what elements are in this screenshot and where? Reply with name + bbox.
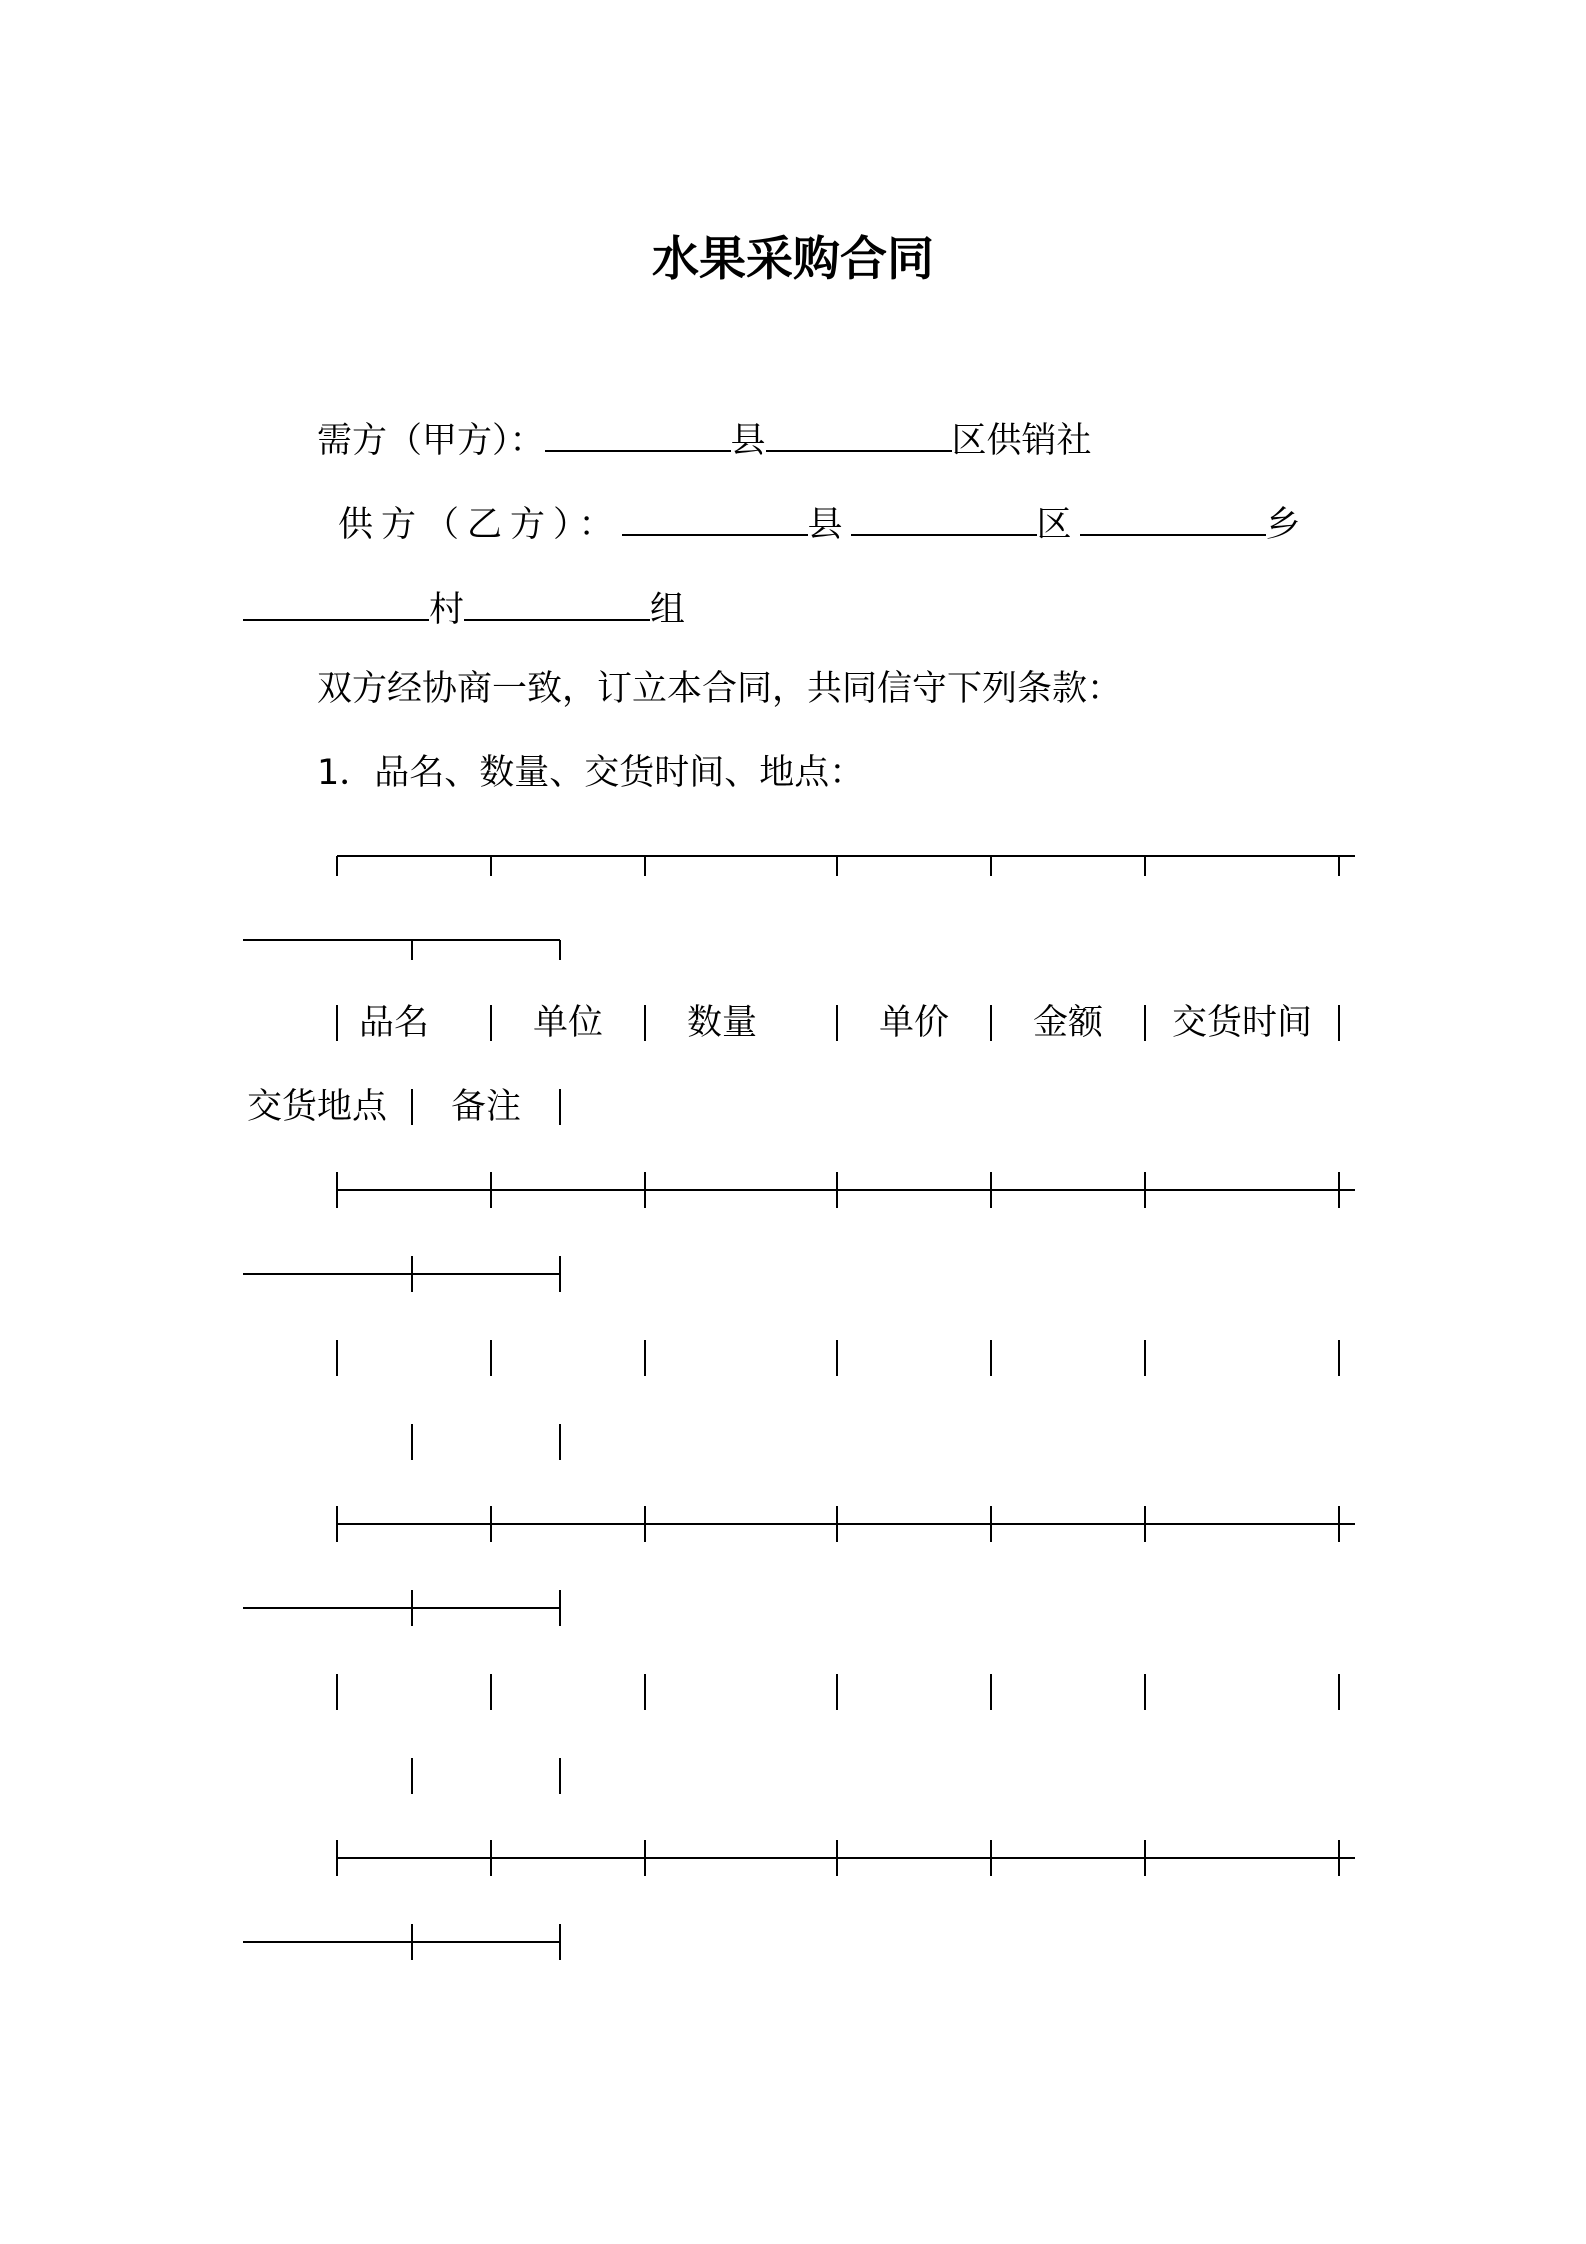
- section-1-heading: 1．品名、数量、交货时间、地点：: [317, 753, 865, 793]
- table-header-amount: 金额: [1032, 1003, 1104, 1043]
- table-header-remarks: 备注: [450, 1087, 522, 1127]
- table-header-unit-price: 单价: [878, 1003, 950, 1043]
- table-header-product: 品名: [358, 1003, 430, 1043]
- demand-party-prefix: 需方（甲方）：: [317, 421, 545, 461]
- supply-village-label: 村: [429, 590, 465, 630]
- table-header-unit: 单位: [532, 1003, 604, 1043]
- demand-district-label: 区供销社: [951, 421, 1092, 461]
- table-header-delivery-place: 交货地点: [246, 1087, 388, 1127]
- supply-party-prefix: 供方（乙方）：: [338, 505, 622, 545]
- document-title: 水果采购合同: [652, 232, 934, 287]
- supply-district-label: 区: [1036, 505, 1080, 545]
- supply-county-label: 县: [807, 505, 851, 545]
- demand-county-label: 县: [730, 421, 766, 461]
- supply-township-label: 乡: [1265, 505, 1309, 545]
- intro-paragraph: 双方经协商一致，订立本合同，共同信守下列条款：: [317, 669, 1123, 709]
- supply-group-label: 组: [650, 590, 686, 630]
- table-header-delivery-time: 交货时间: [1171, 1003, 1313, 1043]
- table-header-quantity: 数量: [686, 1003, 758, 1043]
